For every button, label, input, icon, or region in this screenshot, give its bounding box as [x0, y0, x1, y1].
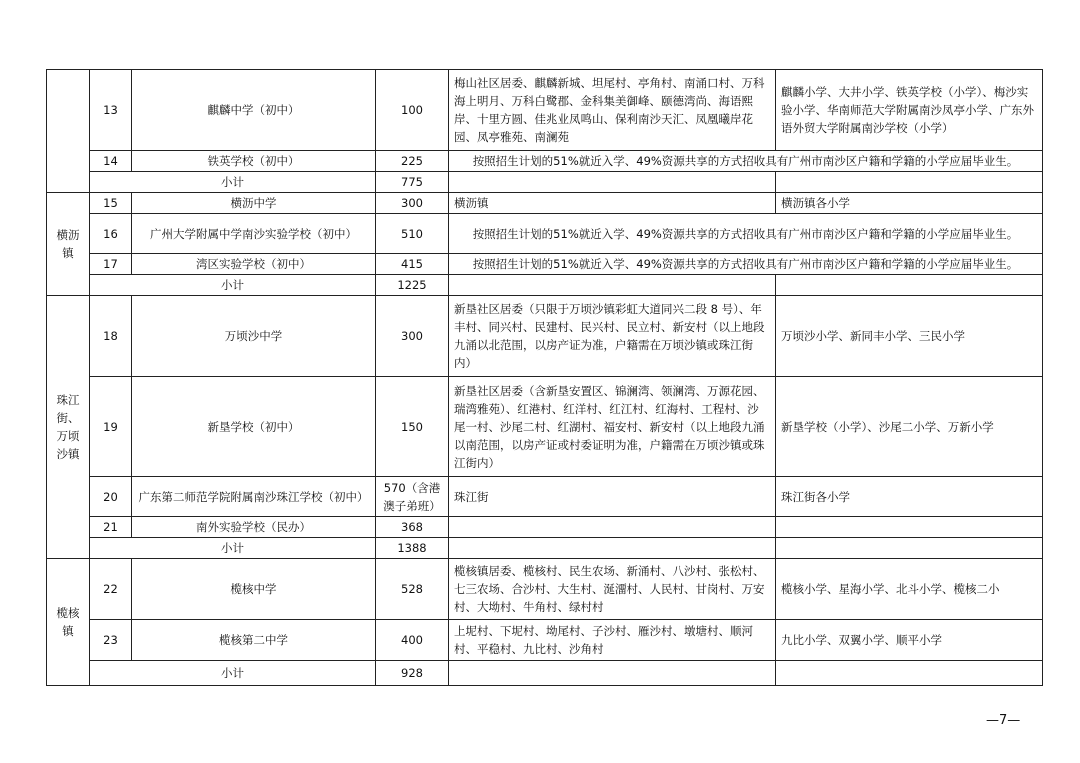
- catchment-area: 榄核镇居委、榄核村、民生农场、新涌村、八沙村、张松村、七三农场、合沙村、大生村、涎澑村、人民村、甘岗村、万安村、大坳村、牛角村、绿村村: [449, 559, 776, 620]
- enrollment-plan: 510: [376, 214, 449, 254]
- school-name: 铁英学校（初中）: [132, 151, 376, 172]
- row-number: 14: [90, 151, 132, 172]
- feeder-primary-schools: 新垦学校（小学）、沙尾二小学、万新小学: [776, 377, 1043, 477]
- subtotal-label: 小计: [90, 172, 376, 193]
- row-number: 17: [90, 254, 132, 275]
- table-row: [47, 517, 1043, 538]
- school-name: 广东第二师范学院附属南沙珠江学校（初中）: [132, 477, 376, 517]
- town-name: 榄核镇: [47, 559, 90, 686]
- enrollment-note: 按照招生计划的51%就近入学、49%资源共享的方式招收具有广州市南沙区户籍和学籍的小学应届毕业生。: [449, 214, 1043, 254]
- town-name: 横沥镇: [47, 193, 90, 296]
- row-number: 15: [90, 193, 132, 214]
- catchment-area: 新垦社区居委（只限于万顷沙镇彩虹大道同兴二段 8 号）、年丰村、同兴村、民建村、民兴村、民立村、新安村（以上地段九涌以北范围，以房产证为准，户籍需在万顷沙镇或珠江街内）: [449, 296, 776, 377]
- subtotal-value: 1225: [376, 275, 449, 296]
- school-name: 万顷沙中学: [132, 296, 376, 377]
- subtotal-row: [47, 538, 1043, 559]
- subtotal-value: 928: [376, 661, 449, 686]
- enrollment-plan: 225: [376, 151, 449, 172]
- row-number: 18: [90, 296, 132, 377]
- subtotal-row: [47, 275, 1043, 296]
- school-name: 新垦学校（初中）: [132, 377, 376, 477]
- town-name: 珠江街、万顷沙镇: [47, 296, 90, 559]
- enrollment-plan: 528: [376, 559, 449, 620]
- row-number: 13: [90, 70, 132, 151]
- feeder-primary-schools: 万顷沙小学、新同丰小学、三民小学: [776, 296, 1043, 377]
- school-name: 广州大学附属中学南沙实验学校（初中）: [132, 214, 376, 254]
- page-number: —7—: [986, 713, 1021, 728]
- feeder-primary-schools: 榄核小学、星海小学、北斗小学、榄核二小: [776, 559, 1043, 620]
- table-row: [47, 254, 1043, 275]
- enrollment-note: 按照招生计划的51%就近入学、49%资源共享的方式招收具有广州市南沙区户籍和学籍的小学应届毕业生。: [449, 151, 1043, 172]
- row-number: 16: [90, 214, 132, 254]
- feeder-primary-schools: 珠江街各小学: [776, 477, 1043, 517]
- enrollment-plan: 150: [376, 377, 449, 477]
- enrollment-plan: 570（含港澳子弟班）: [376, 477, 449, 517]
- subtotal-value: 1388: [376, 538, 449, 559]
- table-row: [47, 214, 1043, 254]
- subtotal-row: [47, 172, 1043, 193]
- school-name: 南外实验学校（民办）: [132, 517, 376, 538]
- subtotal-label: 小计: [90, 661, 376, 686]
- subtotal-label: 小计: [90, 538, 376, 559]
- school-name: 麒麟中学（初中）: [132, 70, 376, 151]
- feeder-primary-schools: 麒麟小学、大井小学、铁英学校（小学）、梅沙实验小学、华南师范大学附属南沙凤亭小学、广东外语外贸大学附属南沙学校（小学）: [776, 70, 1043, 151]
- enrollment-plan: 100: [376, 70, 449, 151]
- table-row: [47, 193, 1043, 214]
- school-name: 榄核第二中学: [132, 620, 376, 661]
- enrollment-plan: 400: [376, 620, 449, 661]
- catchment-area: 新垦社区居委（含新垦安置区、锦澜湾、领澜湾、万源花园、瑞湾雅苑）、红港村、红洋村、红江村、红海村、工程村、沙尾一村、沙尾二村、红湖村、福安村、新安村（以上地段九涌以南范围，以房产证或村委证明为准，户籍需在万顷沙镇或珠江街内）: [449, 377, 776, 477]
- enrollment-table: [46, 69, 1043, 686]
- table-row: [47, 296, 1043, 377]
- school-name: 榄核中学: [132, 559, 376, 620]
- enrollment-plan: 300: [376, 193, 449, 214]
- school-name: 横沥中学: [132, 193, 376, 214]
- row-number: 22: [90, 559, 132, 620]
- table-row: [47, 559, 1043, 620]
- table-row: [47, 477, 1043, 517]
- table-row: [47, 377, 1043, 477]
- row-number: 21: [90, 517, 132, 538]
- catchment-area: 珠江街: [449, 477, 776, 517]
- subtotal-label: 小计: [90, 275, 376, 296]
- feeder-primary-schools: 九比小学、双翼小学、顺平小学: [776, 620, 1043, 661]
- feeder-primary-schools: 横沥镇各小学: [776, 193, 1043, 214]
- row-number: 23: [90, 620, 132, 661]
- catchment-area: 横沥镇: [449, 193, 776, 214]
- subtotal-row: [47, 661, 1043, 686]
- school-name: 湾区实验学校（初中）: [132, 254, 376, 275]
- enrollment-plan: 415: [376, 254, 449, 275]
- town-cell-continued: [47, 70, 90, 193]
- table-row: [47, 70, 1043, 151]
- catchment-area: 梅山社区居委、麒麟新城、坦尾村、亭角村、南涌口村、万科海上明月、万科白鹭郡、金科集美御峰、颐德湾尚、海语熙岸、十里方圆、佳兆业凤鸣山、保利南沙天汇、凤凰曦岸花园、凤亭雅苑、南澜苑: [449, 70, 776, 151]
- enrollment-plan: 368: [376, 517, 449, 538]
- table-row: [47, 620, 1043, 661]
- row-number: 19: [90, 377, 132, 477]
- enrollment-plan: 300: [376, 296, 449, 377]
- enrollment-note: 按照招生计划的51%就近入学、49%资源共享的方式招收具有广州市南沙区户籍和学籍的小学应届毕业生。: [449, 254, 1043, 275]
- row-number: 20: [90, 477, 132, 517]
- subtotal-value: 775: [376, 172, 449, 193]
- table-row: [47, 151, 1043, 172]
- catchment-area: 上坭村、下坭村、坳尾村、子沙村、雁沙村、墩塘村、顺河村、平稳村、九比村、沙角村: [449, 620, 776, 661]
